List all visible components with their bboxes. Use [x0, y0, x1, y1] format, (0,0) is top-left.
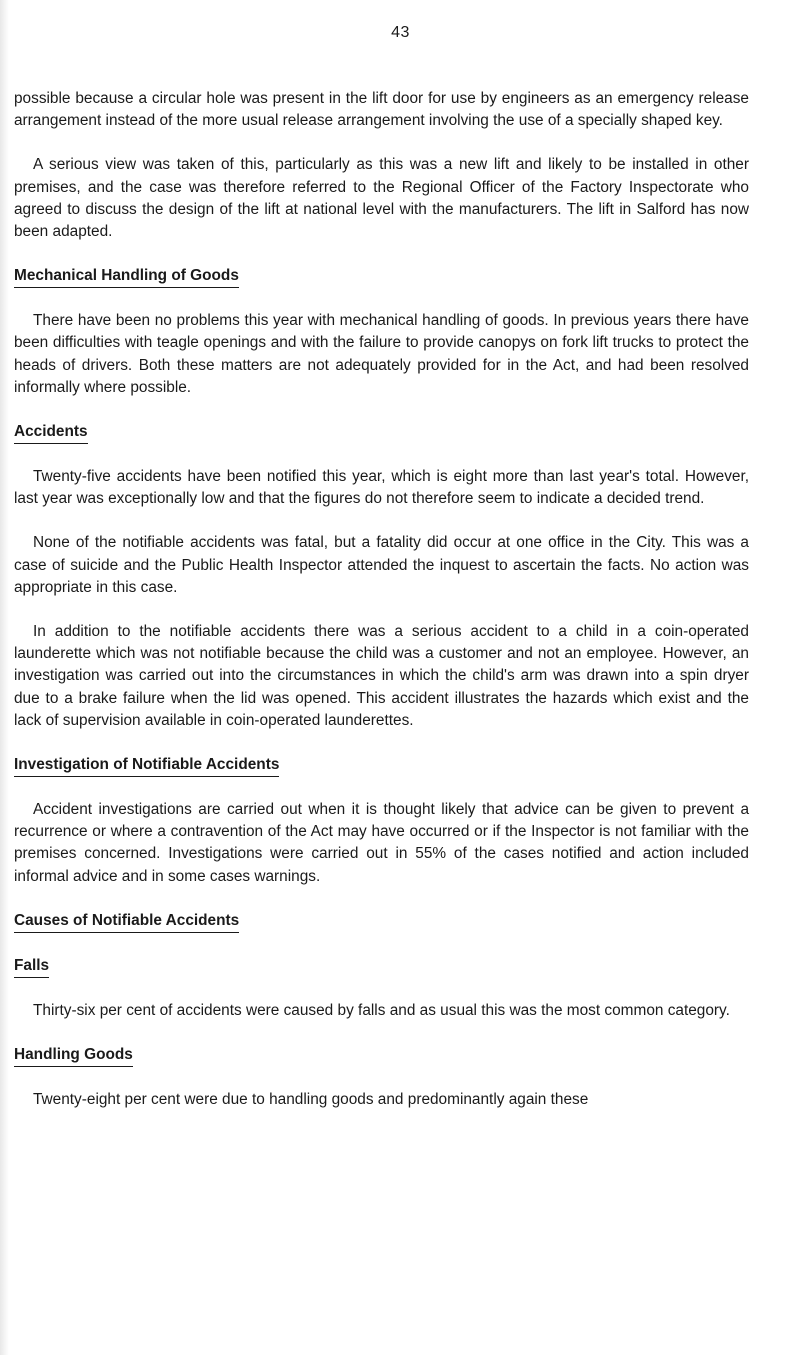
binding-shadow: [0, 0, 9, 1355]
heading-accidents: Accidents: [14, 422, 88, 444]
heading-investigation: Investigation of Notifiable Accidents: [14, 755, 279, 777]
paragraph-handling-goods: Twenty-eight per cent were due to handling goods and predominantly again these: [33, 1091, 589, 1109]
heading-causes: Causes of Notifiable Accidents: [14, 911, 239, 933]
document-body: [14, 88, 749, 1133]
paragraph-launderette: In addition to the notifiable accidents there was a serious accident to a child in a coin-operated launderette which was not notifiable because the child was a customer and not an employee. However, an investigation was carried out into the circumstances in which the child's arm was drawn into a spin dryer due to a brake failure when the lid was opened. This accident illustrates the hazards which exist and the lack of supervision available in coin-operated launderettes.: [14, 623, 749, 729]
heading-handling-goods: Handling Goods: [14, 1045, 133, 1067]
paragraph-serious-view: A serious view was taken of this, particularly as this was a new lift and likely to be installed in other premises, and the case was therefore referred to the Regional Officer of the Factory Inspectorate who agreed to discuss the design of the lift at national level with the manufacturers. The lift in Salford has now been adapted.: [14, 156, 749, 241]
heading-falls: Falls: [14, 956, 49, 978]
heading-mechanical-handling: Mechanical Handling of Goods: [14, 266, 239, 288]
paragraph-lift-door: possible because a circular hole was present in the lift door for use by engineers as an emergency release arrangement instead of the more usual release arrangement involving the use of a specially shaped key.: [14, 90, 749, 130]
paragraph-investigation: Accident investigations are carried out when it is thought likely that advice can be given to prevent a recurrence or where a contravention of the Act may have occurred or if the Inspector is not familiar with the premises concerned. Investigations were carried out in 55% of the cases notified and action included informal advice and in some cases warnings.: [14, 801, 749, 885]
page-number: 43: [391, 24, 410, 41]
paragraph-fatality: None of the notifiable accidents was fatal, but a fatality did occur at one office in the City. This was a case of suicide and the Public Health Inspector attended the inquest to ascertain the facts. No action was appropriate in this case.: [14, 534, 749, 596]
paragraph-accident-count: Twenty-five accidents have been notified this year, which is eight more than last year's total. However, last year was exceptionally low and that the figures do not therefore seem to indicate a decided trend.: [14, 468, 749, 508]
paragraph-falls: Thirty-six per cent of accidents were caused by falls and as usual this was the most common category.: [33, 1001, 730, 1019]
paragraph-mechanical-handling: There have been no problems this year with mechanical handling of goods. In previous years there have been difficulties with teagle openings and with the failure to provide canopys on fork lift trucks to protect the heads of drivers. Both these matters are not adequately provided for in the Act, and had been resolved informally where possible.: [14, 312, 749, 396]
